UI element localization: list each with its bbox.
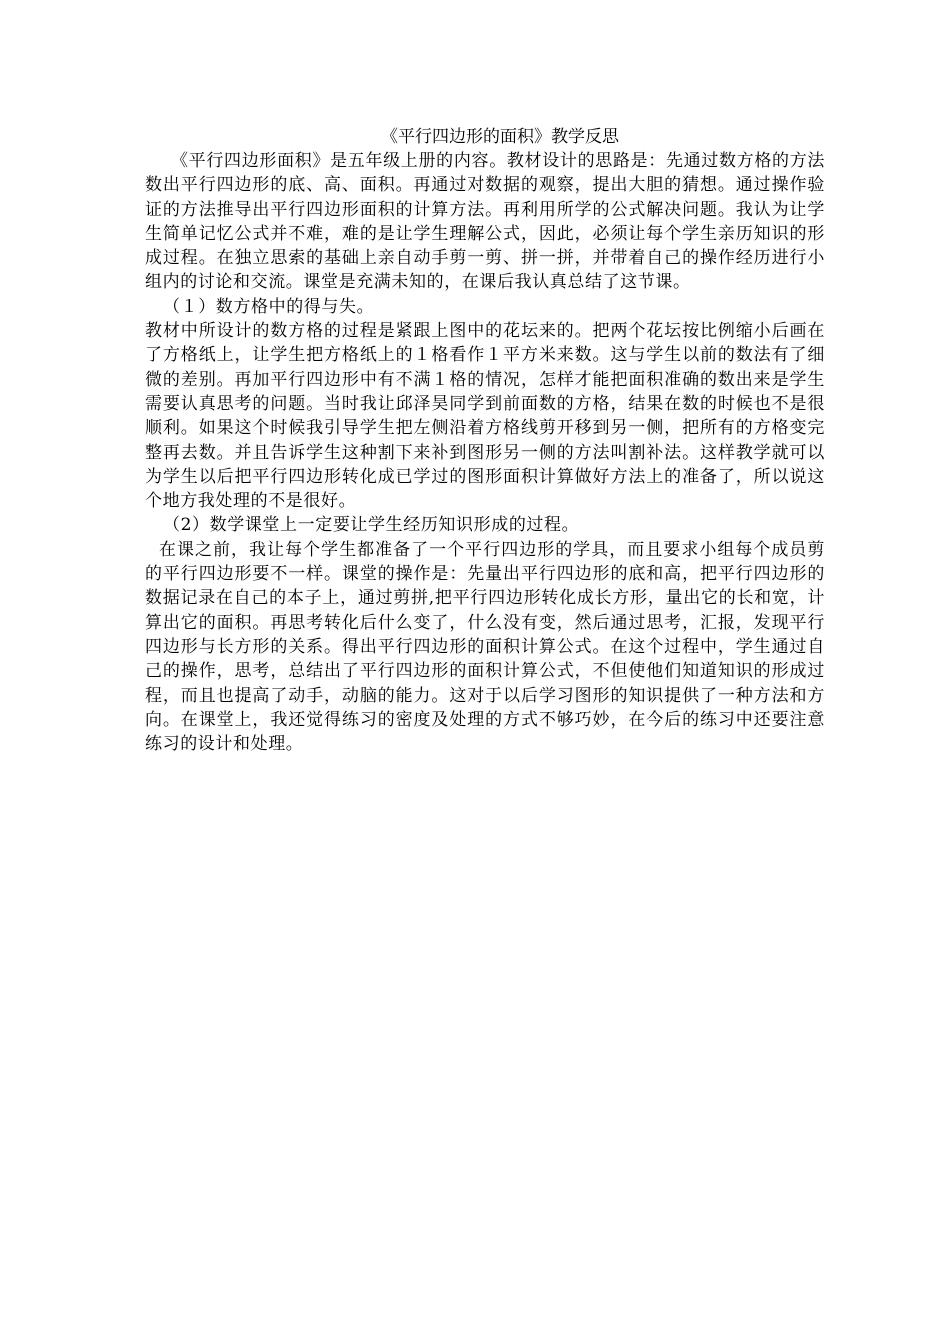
document-body (145, 125, 825, 756)
document-title: 《平行四边形的面积》教学反思 (381, 127, 619, 147)
section-2-paragraph: 在课之前，我让每个学生都准备了一个平行四边形的学具，而且要求小组每个成员剪的平行四边形要不一样。课堂的操作是：先量出平行四边形的底和高，把平行四边形的数据记录在自己的本子上，通过剪拼,把平行四边形转化成长方形，量出它的长和宽，计算出它的面积。再思考转化后什么变了，什么没有变，然后通过思考，汇报，发现平行四边形与长方形的关系。得出平行四边形的面积计算公式。在这个过程中，学生通过自己的操作，思考，总结出了平行四边形的面积计算公式，不但使他们知道知识的形成过程，而且也提高了动手，动脑的能力。这对于以后学习图形的知识提供了一种方法和方向。在课堂上，我还觉得练习的密度及处理的方式不够巧妙，在今后的练习中还要注意练习的设计和处理。 (145, 539, 825, 755)
section-1-heading: （１）数方格中的得与失。 (163, 296, 375, 317)
intro-paragraph: 《平行四边形面积》是五年级上册的内容。教材设计的思路是：先通过数方格的方法数出平行四边形的底、高、面积。再通过对数据的观察，提出大胆的猜想。通过操作验证的方法推导出平行四边形面积的计算方法。再利用所学的公式解决问题。我认为让学生简单记忆公式并不难，难的是让学生理解公式，因此，必须让每个学生亲历知识的形成过程。在独立思索的基础上亲自动手剪一剪、拼一拼，并带着自己的操作经历进行小组内的讨论和交流。课堂是充满未知的，在课后我认真总结了这节课。 (145, 151, 825, 293)
section-2-heading: （2）数学课堂上一定要让学生经历知识形成的过程。 (163, 515, 580, 536)
section-1-paragraph: 教材中所设计的数方格的过程是紧跟上图中的花坛来的。把两个花坛按比例缩小后画在了方格纸上，让学生把方格纸上的１格看作１平方米来数。这与学生以前的数法有了细微的差别。再加平行四边形中有不满１格的情况，怎样才能把面积准确的数出来是学生需要认真思考的问题。当时我让邱泽昊同学到前面数的方格，结果在数的时候也不是很顺利。如果这个时候我引导学生把左侧沿着方格线剪开移到另一侧，把所有的方格变完整再去数。并且告诉学生这种割下来补到图形另一侧的方法叫割补法。这样教学就可以为学生以后把平行四边形转化成已学过的图形面积计算做好方法上的准备了，所以说这个地方我处理的不是很好。 (145, 321, 825, 512)
